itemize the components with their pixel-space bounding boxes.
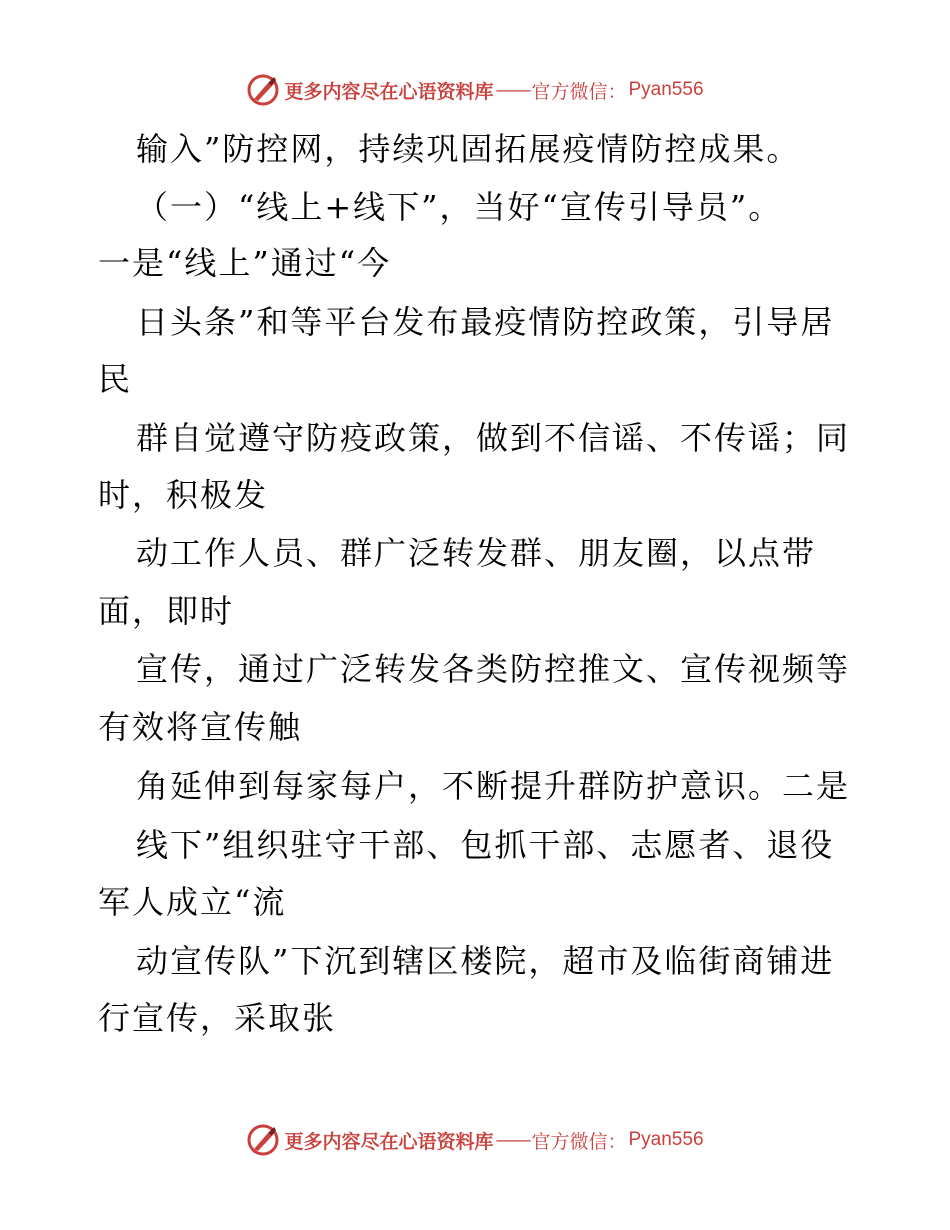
text-line-7: 时，积极发 — [98, 476, 269, 514]
watermark-main-text: 更多内容尽在心语资料库 — [284, 80, 494, 103]
text-line-14: 军人成立“流 — [98, 883, 287, 921]
text-line-13: 线下”组织驻守干部、包抓干部、志愿者、退役 — [136, 826, 835, 864]
watermark-wechat-label: 官方微信： — [531, 80, 627, 103]
text-line-9: 面，即时 — [98, 592, 235, 630]
watermark-dash: —— — [495, 79, 530, 101]
text-line-2: （一）“线上+线下”，当好“宣传引导员”。 — [136, 188, 783, 226]
footer-watermark — [0, 1120, 950, 1160]
watermark-main-text: 更多内容尽在心语资料库 — [284, 1130, 494, 1153]
text-line-4: 日头条”和等平台发布最疫情防控政策，引导居 — [136, 303, 835, 341]
text-line-12: 角延伸到每家每户，不断提升群防护意识。二是 — [136, 767, 851, 805]
pen-logo-icon — [246, 1123, 280, 1157]
text-line-16: 行宣传，采取张 — [98, 999, 337, 1037]
header-watermark — [0, 70, 950, 110]
text-line-5: 民 — [98, 360, 133, 398]
text-line-10: 宣传，通过广泛转发各类防控推文、宣传视频等 — [136, 650, 851, 688]
text-line-8: 动工作人员、群广泛转发群、朋友圈，以点带 — [136, 534, 817, 572]
text-line-1: 输入”防控网，持续巩固拓展疫情防控成果。 — [136, 130, 801, 168]
watermark-dash: —— — [495, 1129, 530, 1151]
watermark-wechat-label: 官方微信： — [531, 1130, 627, 1153]
text-line-15: 动宣传队”下沉到辖区楼院，超市及临街商铺进 — [136, 942, 835, 980]
text-line-11: 有效将宣传触 — [98, 708, 303, 746]
text-line-6: 群自觉遵守防疫政策，做到不信谣、不传谣；同 — [136, 419, 851, 457]
pen-logo-icon — [246, 73, 280, 107]
text-line-3: 一是“线上”通过“今 — [98, 244, 392, 282]
watermark-wechat-id: Pyan556 — [628, 79, 704, 100]
watermark-wechat-id: Pyan556 — [628, 1129, 704, 1150]
